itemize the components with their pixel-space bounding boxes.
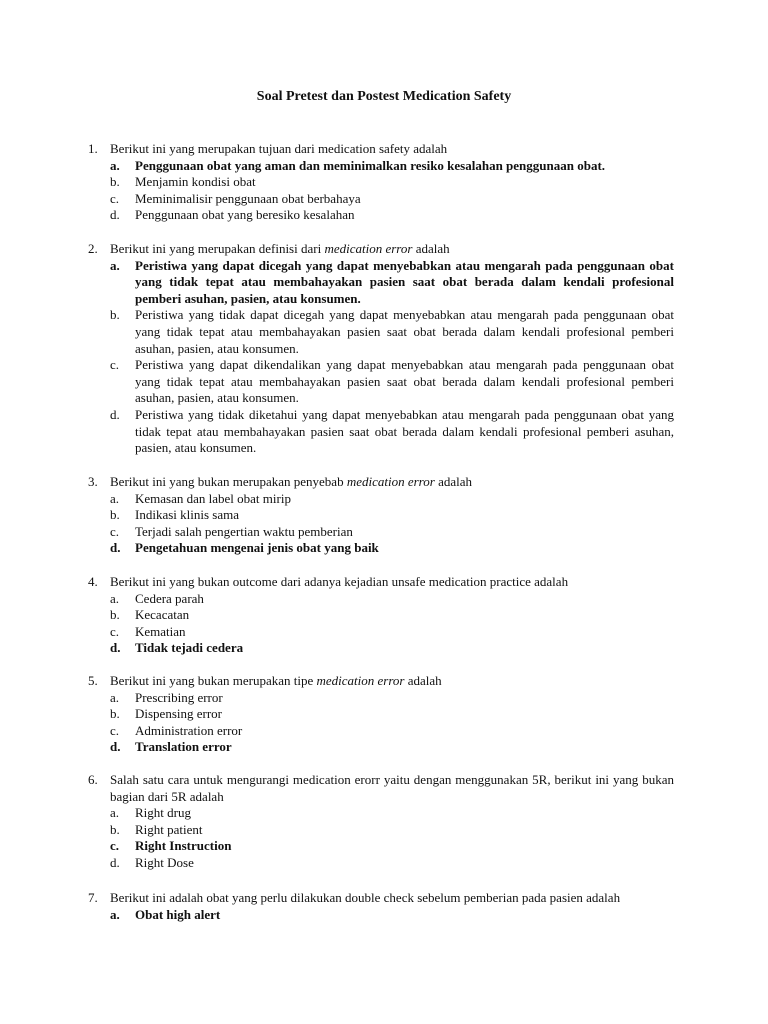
question-stem <box>110 141 674 158</box>
option-letter: a. <box>110 490 120 506</box>
option-text: Peristiwa yang dapat dikendalikan yang dapat menyebabkan atau mengarah pada penggunaan obat yang tidak tepat atau membahayakan pasien saat obat berada dalam kendali profesional pemberi asuhan, pasien, atau konsumen. <box>135 357 674 406</box>
question-3 <box>88 474 674 557</box>
answer-option <box>110 706 674 723</box>
option-letter: c. <box>110 190 120 206</box>
question-number: 3. <box>88 474 98 489</box>
option-text: Administration error <box>135 722 243 738</box>
option-letter: c. <box>110 357 120 373</box>
answer-option <box>110 207 674 224</box>
option-letter: a. <box>110 805 120 821</box>
option-text: Penggunaan obat yang beresiko kesalahan <box>135 207 355 223</box>
option-text: Kecacatan <box>135 607 190 623</box>
option-letter: d. <box>110 207 120 223</box>
option-letter: d. <box>110 640 121 656</box>
answer-option <box>110 507 674 524</box>
answer-option <box>110 174 674 191</box>
stem-italic-term: medication error <box>324 241 413 256</box>
option-text: Prescribing error <box>135 689 223 705</box>
option-list <box>88 491 674 557</box>
option-letter: a. <box>110 257 120 273</box>
option-text: Penggunaan obat yang aman dan meminimalkan resiko kesalahan penggunaan obat. <box>135 157 606 173</box>
answer-option <box>110 524 674 541</box>
option-letter: d. <box>110 854 120 870</box>
question-number: 2. <box>88 241 98 256</box>
option-list <box>88 158 674 224</box>
option-letter: b. <box>110 307 120 323</box>
stem-text: Berikut ini yang bukan merupakan penyebab <box>110 474 347 489</box>
question-4 <box>88 574 674 657</box>
answer-option <box>110 607 674 624</box>
option-letter: d. <box>110 540 121 556</box>
question-number: 4. <box>88 574 98 589</box>
option-text: Kemasan dan label obat mirip <box>135 490 291 506</box>
answer-option-correct <box>110 838 674 855</box>
answer-option <box>110 805 674 822</box>
question-2 <box>88 241 674 457</box>
answer-option-correct <box>110 739 674 756</box>
option-letter: a. <box>110 157 120 173</box>
document-title: Soal Pretest dan Postest Medication Safety <box>256 89 512 104</box>
answer-option <box>110 624 674 641</box>
option-letter: b. <box>110 507 120 523</box>
option-text: Right drug <box>135 805 191 821</box>
option-text: Peristiwa yang tidak diketahui yang dapat menyebabkan atau mengarah pada penggunaan obat yang tidak tepat atau membahayakan pasien saat obat berada dalam kendali profesional pemberi asuhan, pasien, atau konsumen. <box>135 406 674 456</box>
question-stem <box>110 474 674 491</box>
question-number: 7. <box>88 890 98 905</box>
option-letter: d. <box>110 406 120 422</box>
answer-option-correct <box>110 907 674 924</box>
question-stem <box>110 890 674 907</box>
option-text: Peristiwa yang dapat dicegah yang dapat menyebabkan atau mengarah pada penggunaan obat yang tidak tepat atau membahayakan pasien saat obat berada dalam kendali profesional pemberi asuhan, pasien, atau konsumen. <box>135 257 674 306</box>
option-list <box>88 690 674 756</box>
option-text: Right Dose <box>135 854 194 870</box>
option-text: Cedera parah <box>135 590 204 606</box>
option-letter: c. <box>110 838 120 854</box>
answer-option <box>110 690 674 707</box>
option-list <box>88 591 674 657</box>
question-1 <box>88 141 674 224</box>
question-stem-line <box>88 890 674 907</box>
question-number: 6. <box>88 772 98 787</box>
question-number: 5. <box>88 673 98 688</box>
question-stem <box>110 241 674 258</box>
option-letter: a. <box>110 906 120 922</box>
option-text: Indikasi klinis sama <box>135 507 239 523</box>
option-list <box>88 258 674 457</box>
option-letter: a. <box>110 689 120 705</box>
option-text: Translation error <box>135 739 232 755</box>
answer-option-correct <box>110 540 674 557</box>
option-text: Menjamin kondisi obat <box>135 174 256 190</box>
option-letter: c. <box>110 523 120 539</box>
option-letter: c. <box>110 722 120 738</box>
question-5 <box>88 673 674 756</box>
stem-text: adalah <box>412 241 450 256</box>
answer-option-correct <box>110 640 674 657</box>
question-stem-line <box>88 474 674 491</box>
stem-text: Berikut ini yang merupakan definisi dari <box>110 241 325 256</box>
option-letter: b. <box>110 174 120 190</box>
answer-option-correct <box>110 258 674 308</box>
question-stem-line <box>88 241 674 258</box>
answer-option <box>110 723 674 740</box>
answer-option <box>110 191 674 208</box>
option-letter: b. <box>110 706 120 722</box>
option-text: Kematian <box>135 623 186 639</box>
stem-text: Salah satu cara untuk mengurangi medication erorr yaitu dengan menggunakan 5R, berikut ini yang bukan bagian dari 5R adalah <box>110 772 674 804</box>
option-list <box>88 805 674 871</box>
question-number: 1. <box>88 141 98 156</box>
stem-text: adalah <box>434 474 472 489</box>
question-6 <box>88 772 674 872</box>
option-letter: a. <box>110 590 120 606</box>
answer-option <box>110 407 674 457</box>
question-stem-line <box>88 673 674 690</box>
stem-italic-term: medication error <box>346 474 435 489</box>
answer-option <box>110 357 674 407</box>
answer-option-correct <box>110 158 674 175</box>
stem-italic-term: medication error <box>316 673 405 688</box>
stem-text: Berikut ini adalah obat yang perlu dilakukan double check sebelum pemberian pada pasien adalah <box>110 890 621 905</box>
option-text: Tidak tejadi cedera <box>135 640 244 656</box>
option-letter: d. <box>110 739 121 755</box>
stem-text: Berikut ini yang merupakan tujuan dari medication safety adalah <box>110 141 448 156</box>
option-text: Pengetahuan mengenai jenis obat yang baik <box>135 540 379 556</box>
option-text: Meminimalisir penggunaan obat berbahaya <box>135 190 361 206</box>
option-text: Terjadi salah pengertian waktu pemberian <box>135 523 353 539</box>
question-stem-line <box>88 574 674 591</box>
option-list <box>88 907 674 924</box>
answer-option <box>110 855 674 872</box>
question-stem-line <box>88 772 674 805</box>
option-text: Obat high alert <box>135 906 221 922</box>
stem-text: Berikut ini yang bukan merupakan tipe <box>110 673 317 688</box>
question-stem-line <box>88 141 674 158</box>
option-text: Right patient <box>135 821 203 837</box>
stem-text: Berikut ini yang bukan outcome dari adanya kejadian unsafe medication practice adalah <box>110 574 569 589</box>
answer-option <box>110 591 674 608</box>
option-letter: c. <box>110 623 120 639</box>
option-text: Dispensing error <box>135 706 223 722</box>
answer-option <box>110 307 674 357</box>
answer-option <box>110 822 674 839</box>
question-stem <box>110 574 674 591</box>
option-letter: b. <box>110 607 120 623</box>
question-7 <box>88 890 674 923</box>
option-letter: b. <box>110 821 120 837</box>
option-text: Right Instruction <box>135 838 232 854</box>
question-stem <box>110 673 674 690</box>
stem-text: adalah <box>404 673 442 688</box>
question-stem <box>110 772 674 805</box>
answer-option <box>110 491 674 508</box>
option-text: Peristiwa yang tidak dapat dicegah yang dapat menyebabkan atau mengarah pada penggunaan obat yang tidak tepat atau membahayakan pasien saat obat berada dalam kendali profesional pemberi asuhan, pasien, atau konsumen. <box>135 307 674 356</box>
